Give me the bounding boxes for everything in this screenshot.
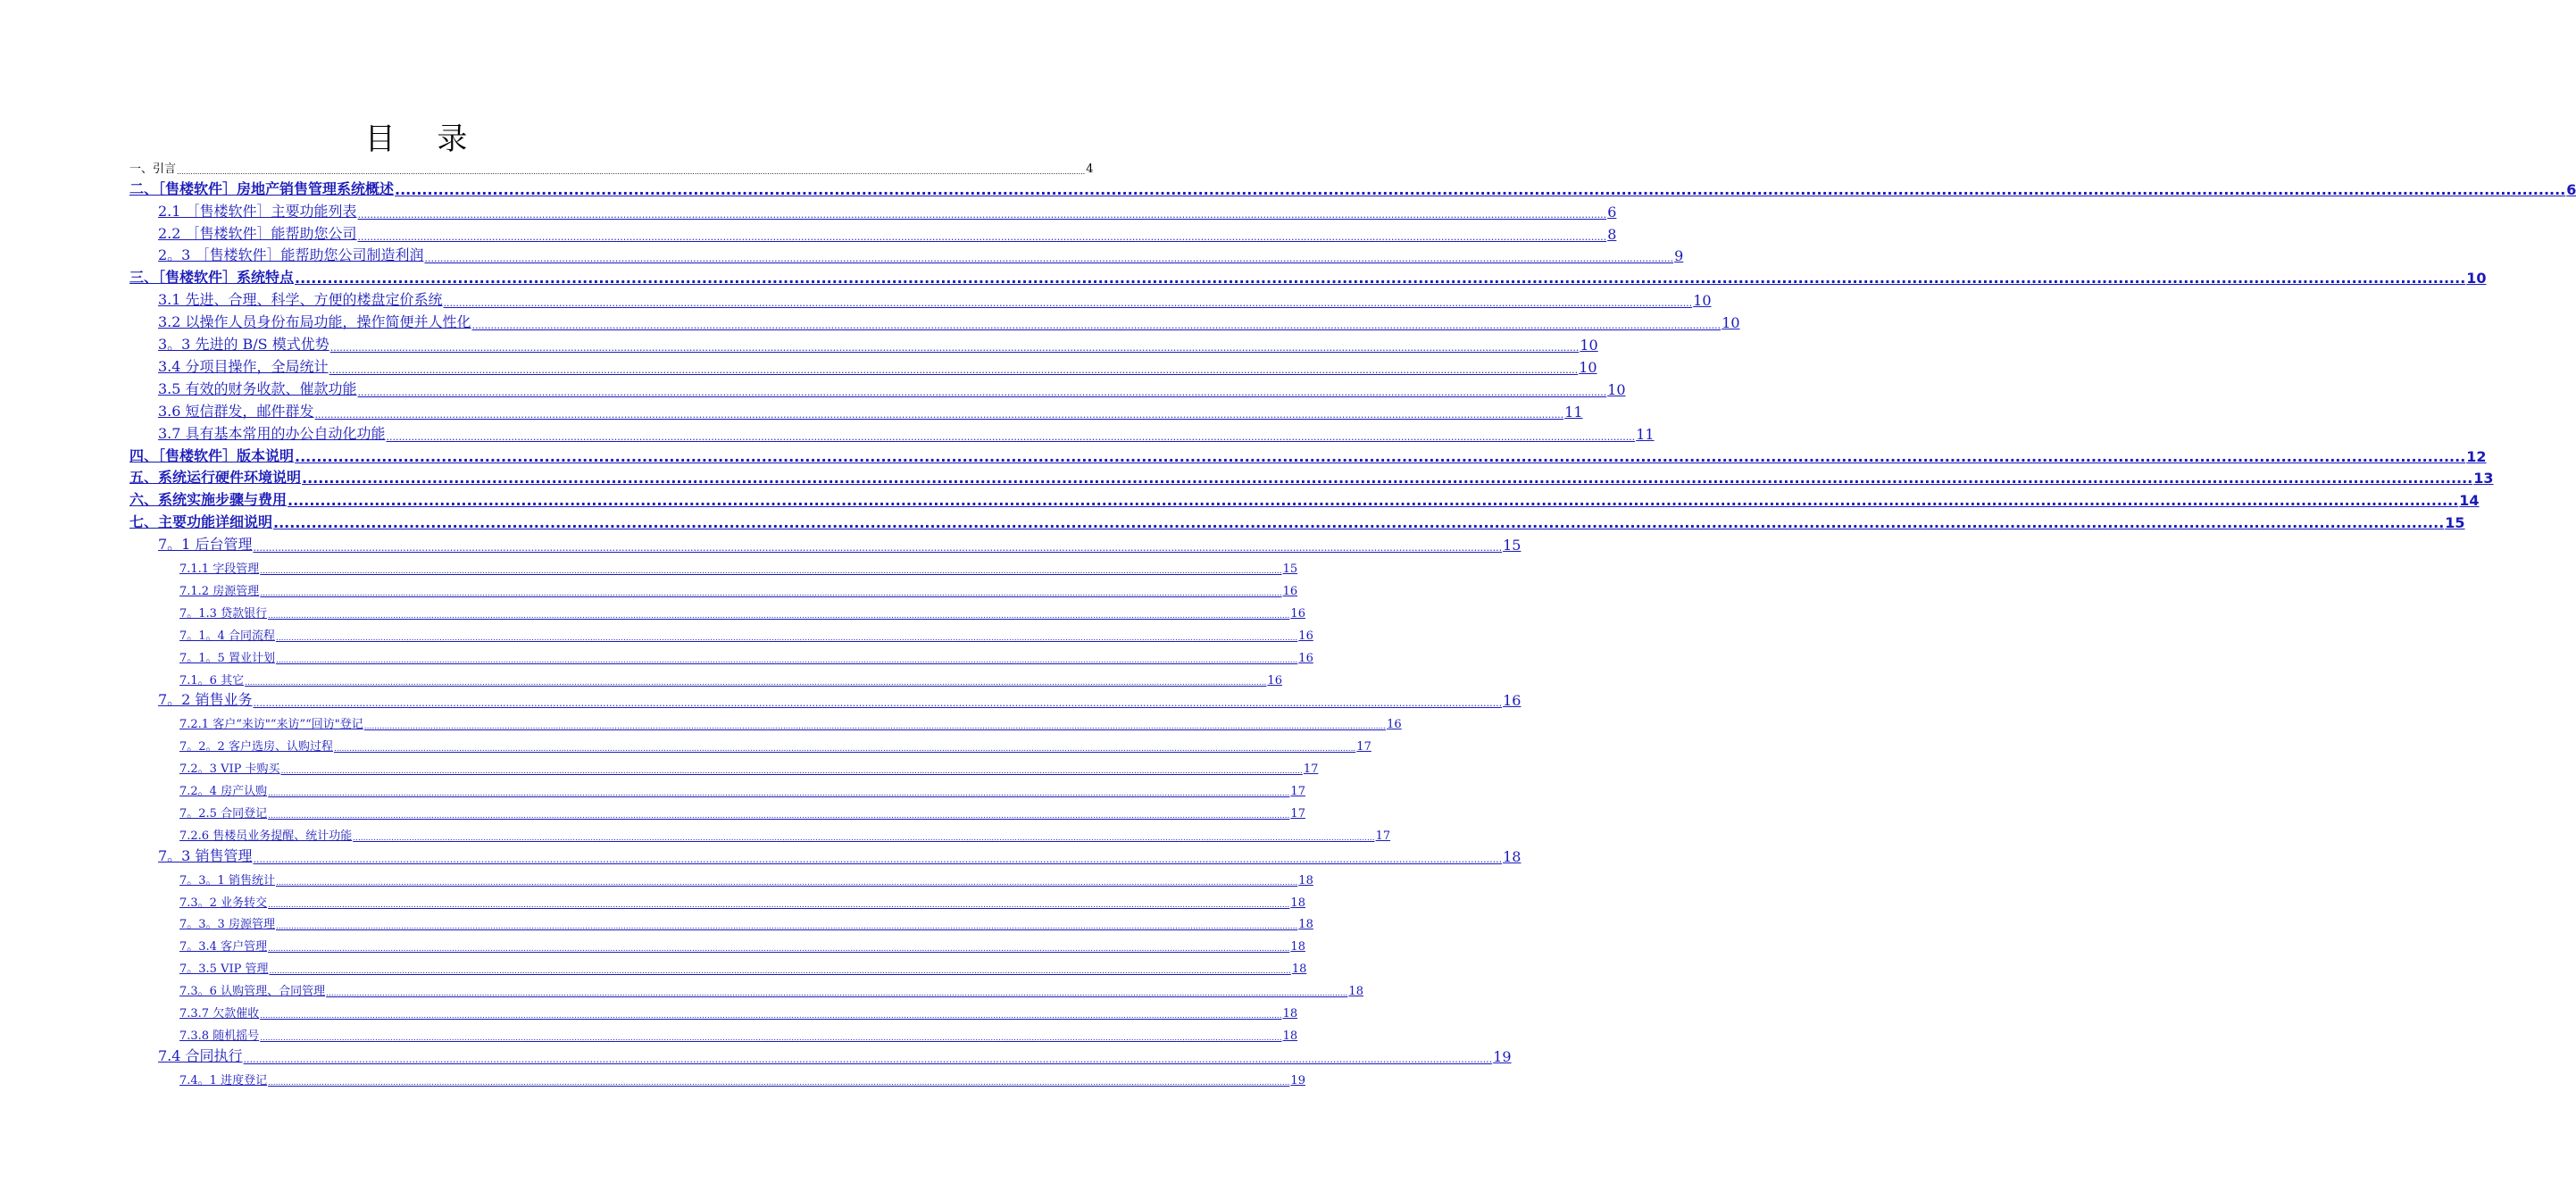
toc-entry[interactable] — [129, 488, 2480, 510]
toc-leader-dots: ................................................................................................................................................................................................................................................................................................................................................................................................................ — [269, 967, 1291, 977]
toc-leader-dots: ................................................................................................................................................................................................................................................................................................................................................................................................................ — [329, 363, 1579, 376]
toc-entry[interactable] — [179, 776, 1305, 799]
toc-entry[interactable] — [129, 509, 2465, 532]
toc-page-number: 18 — [1282, 1007, 1298, 1021]
toc-leader-dots: ................................................................................................................................................................................................................................................................................................................................................................................................................ — [177, 167, 1086, 176]
toc-page-number: 16 — [1298, 651, 1313, 665]
toc-entry[interactable] — [129, 465, 2494, 488]
toc-entry[interactable] — [179, 932, 1305, 954]
toc-entry[interactable] — [158, 309, 1740, 332]
toc-entry[interactable] — [158, 221, 1617, 243]
toc-entry-title: 7。3.5 VIP 管理 — [179, 962, 269, 977]
toc-page-number: 10 — [1722, 314, 1740, 332]
toc-leader-dots: ................................................................................................................................................................................................................................................................................................................................................................................................................ — [353, 833, 1375, 843]
toc-page-number: 18 — [1282, 1029, 1298, 1043]
toc-leader-dots: ................................................................................................................................................................................................................................................................................................................................................................................................................ — [424, 253, 1674, 265]
toc-entry-title: 7.3.7 欠款催收 — [179, 1007, 260, 1021]
toc-leader-dots: ................................................................................................................................................................................................................................................................................................................................................................................................................ — [275, 633, 1298, 643]
toc-entry-title: 7.2.6 售楼员业务提醒、统计功能 — [179, 829, 353, 843]
toc-entry[interactable] — [158, 198, 1617, 221]
toc-leader-dots: ................................................................................................................................................................................................................................................................................................................................................................................................................ — [268, 900, 1290, 910]
toc-entry-title: 7.3。6 认购管理、合同管理 — [179, 985, 326, 999]
toc-leader-dots: ................................................................................................................................................................................................................................................................................................................................................................................................................ — [386, 430, 1636, 443]
toc-leader-dots: ................................................................................................................................................................................................................................................................................................................................................................................................................ — [245, 678, 1267, 688]
toc-leader-dots: ................................................................................................................................................................................................................................................................................................................................................................................................................ — [275, 878, 1298, 888]
toc-leader-dots: ................................................................................................................................................................................................................................................................................................................................................................................................................ — [471, 320, 1722, 332]
toc-leader-dots: ................................................................................................................................................................................................................................................................................................................................................................................................................ — [333, 745, 1356, 754]
toc-entry-title: 二、［售楼软件］房地产销售管理系统概述 — [129, 179, 395, 197]
toc-entry-title: 三、［售楼软件］系统特点 — [129, 269, 295, 287]
toc-leader-dots: ................................................................................................................................................................................................................................................................................................................................................................................................................ — [280, 767, 1303, 777]
toc-entry-title: 7.1.2 房源管理 — [179, 584, 260, 598]
toc-entry[interactable] — [179, 998, 1298, 1021]
toc-page-number: 16 — [1503, 692, 1521, 710]
toc-entry[interactable] — [179, 576, 1298, 598]
toc-page-number: 17 — [1290, 785, 1305, 799]
toc-entry-title: 六、系统实施步骤与费用 — [129, 491, 288, 509]
toc-leader-dots: ................................................................................................................................................................................................................................................................................................................................................................................................................ — [288, 492, 2459, 510]
toc-leader-dots: ................................................................................................................................................................................................................................................................................................................................................................................................................ — [268, 945, 1290, 954]
toc-entry[interactable] — [179, 554, 1298, 577]
toc-entry-title: 7.2。3 VIP 卡购买 — [179, 762, 280, 777]
toc-entry-title: 7。3。1 销售统计 — [179, 873, 275, 888]
toc-page-number: 16 — [1298, 629, 1313, 643]
toc-entry[interactable] — [158, 376, 1626, 398]
toc-entry-title: 3.7 具有基本常用的办公自动化功能 — [158, 424, 386, 442]
toc-entry-title: 7.1。6 其它 — [179, 673, 245, 688]
toc-entry-title: 3.2 以操作人员身份布局功能，操作简便并人性化 — [158, 313, 471, 331]
toc-page-number: 10 — [1579, 358, 1597, 376]
toc-page-number: 19 — [1493, 1047, 1512, 1065]
toc-leader-dots: ................................................................................................................................................................................................................................................................................................................................................................................................................ — [253, 853, 1503, 865]
toc-entry-title: 7.2。4 房产认购 — [179, 785, 268, 799]
toc-entry-title: 7。2 销售业务 — [158, 691, 253, 709]
toc-page-number: 13 — [2473, 470, 2494, 488]
toc-entry[interactable] — [179, 1065, 1305, 1088]
toc-leader-dots: ................................................................................................................................................................................................................................................................................................................................................................................................................ — [253, 697, 1503, 710]
toc-page-number: 9 — [1674, 247, 1684, 265]
toc-leader-dots: ................................................................................................................................................................................................................................................................................................................................................................................................................ — [275, 655, 1298, 665]
toc-page-number: 18 — [1298, 918, 1313, 932]
toc-entry-title: 七、主要功能详细说明 — [129, 513, 273, 531]
toc-page-number: 17 — [1375, 829, 1391, 843]
toc-entry-title: 7.1.1 字段管理 — [179, 562, 260, 577]
toc-page-number: 11 — [1636, 425, 1655, 443]
toc-entry-title: 7。3 销售管理 — [158, 846, 253, 864]
toc-leader-dots: ................................................................................................................................................................................................................................................................................................................................................................................................................ — [357, 386, 1607, 398]
toc-page-number: 6 — [1607, 203, 1617, 221]
toc-page-number: 10 — [1607, 380, 1626, 398]
toc-page-number: 17 — [1290, 806, 1305, 821]
toc-entry[interactable] — [179, 865, 1313, 888]
toc-entry[interactable] — [179, 976, 1363, 999]
toc-page-number: 12 — [2466, 447, 2487, 465]
toc-entry-title: 2。3 ［售楼软件］能帮助您公司制造利润 — [158, 246, 424, 264]
toc-page-number: 6 — [2566, 180, 2576, 198]
toc-leader-dots: ................................................................................................................................................................................................................................................................................................................................................................................................................ — [357, 230, 1607, 243]
toc-page-number: 18 — [1503, 847, 1521, 865]
toc-entry-title: 7.3.8 随机摇号 — [179, 1029, 260, 1043]
toc-page-number: 17 — [1303, 762, 1319, 777]
toc-leader-dots: ................................................................................................................................................................................................................................................................................................................................................................................................................ — [302, 470, 2473, 488]
toc-entry[interactable] — [179, 888, 1305, 910]
toc-entry[interactable] — [179, 598, 1305, 621]
toc-entry[interactable] — [179, 621, 1313, 643]
toc-leader-dots: ................................................................................................................................................................................................................................................................................................................................................................................................................ — [260, 1033, 1282, 1043]
toc-page-number: 14 — [2459, 492, 2480, 510]
toc-entry[interactable] — [158, 1043, 1512, 1065]
toc-entry-title: 四、［售楼软件］版本说明 — [129, 446, 295, 464]
toc-entry[interactable] — [179, 710, 1402, 732]
toc-leader-dots: ................................................................................................................................................................................................................................................................................................................................................................................................................ — [260, 1012, 1282, 1021]
toc-entry-title: 2.1 ［售楼软件］主要功能列表 — [158, 202, 357, 220]
toc-page-number: 18 — [1291, 962, 1307, 977]
toc-page-number: 10 — [2466, 270, 2487, 288]
toc-leader-dots: ................................................................................................................................................................................................................................................................................................................................................................................................................ — [268, 1078, 1290, 1088]
toc-entry[interactable] — [158, 243, 1684, 265]
toc-entry-title: 3.1 先进、合理、科学、方便的楼盘定价系统 — [158, 291, 443, 309]
toc-page-number: 18 — [1298, 873, 1313, 888]
toc-page-number: 16 — [1387, 718, 1402, 732]
toc-entry[interactable] — [158, 398, 1583, 421]
toc-entry[interactable] — [179, 643, 1313, 665]
toc-leader-dots: ................................................................................................................................................................................................................................................................................................................................................................................................................ — [253, 542, 1503, 554]
toc-entry[interactable] — [129, 176, 2576, 198]
toc-leader-dots: ................................................................................................................................................................................................................................................................................................................................................................................................................ — [243, 1053, 1493, 1065]
toc-entry[interactable] — [158, 688, 1521, 710]
toc-leader-dots: ................................................................................................................................................................................................................................................................................................................................................................................................................ — [268, 611, 1290, 621]
toc-page-number: 16 — [1267, 673, 1282, 688]
toc-page-number: 4 — [1086, 162, 1094, 176]
toc-entry[interactable] — [129, 154, 1094, 176]
toc-entry[interactable] — [179, 1021, 1298, 1043]
toc-entry[interactable] — [158, 331, 1598, 354]
toc-leader-dots: ................................................................................................................................................................................................................................................................................................................................................................................................................ — [395, 180, 2566, 198]
toc-entry-title: 7。1。5 置业计划 — [179, 651, 275, 665]
toc-leader-dots: ................................................................................................................................................................................................................................................................................................................................................................................................................ — [357, 208, 1607, 221]
toc-leader-dots: ................................................................................................................................................................................................................................................................................................................................................................................................................ — [363, 722, 1387, 732]
toc-entry-title: 7.2.1 客户“来访"“来访”“回访"登记 — [179, 718, 363, 732]
toc-entry-title: 3。3 先进的 B/S 模式优势 — [158, 336, 329, 354]
toc-entry[interactable] — [158, 354, 1597, 376]
toc-page-number: 16 — [1290, 606, 1305, 621]
toc-entry[interactable] — [179, 731, 1371, 754]
toc-page-number: 15 — [1503, 537, 1521, 554]
toc-leader-dots: ................................................................................................................................................................................................................................................................................................................................................................................................................ — [260, 567, 1282, 577]
toc-entry[interactable] — [179, 665, 1282, 688]
toc-page-number: 19 — [1290, 1073, 1305, 1088]
toc-entry[interactable] — [179, 798, 1305, 821]
toc-leader-dots: ................................................................................................................................................................................................................................................................................................................................................................................................................ — [295, 270, 2466, 288]
document-title: 目 录 — [364, 121, 484, 157]
toc-entry-title: 3.4 分项目操作，全局统计 — [158, 357, 329, 375]
toc-entry-title: 7。3。3 房源管理 — [179, 918, 275, 932]
toc-page-number: 10 — [1693, 292, 1712, 310]
toc-entry[interactable] — [179, 954, 1307, 977]
toc-page-number: 8 — [1607, 225, 1617, 243]
toc-entry-title: 7。1.3 贷款银行 — [179, 606, 268, 621]
toc-entry-title: 一、引言 — [129, 162, 177, 176]
toc-entry[interactable] — [179, 910, 1313, 932]
toc-entry-title: 7。2.5 合同登记 — [179, 806, 268, 821]
toc-entry[interactable] — [158, 287, 1712, 310]
toc-page-number: 18 — [1290, 940, 1305, 954]
toc-page-number: 18 — [1290, 896, 1305, 910]
toc-entry[interactable] — [158, 421, 1655, 443]
toc-leader-dots: ................................................................................................................................................................................................................................................................................................................................................................................................................ — [295, 447, 2466, 465]
toc-leader-dots: ................................................................................................................................................................................................................................................................................................................................................................................................................ — [443, 297, 1693, 310]
toc-entry-title: 五、系统运行硬件环境说明 — [129, 469, 302, 487]
toc-entry[interactable] — [179, 821, 1391, 843]
toc-leader-dots: ................................................................................................................................................................................................................................................................................................................................................................................................................ — [268, 811, 1290, 821]
toc-leader-dots: ................................................................................................................................................................................................................................................................................................................................................................................................................ — [273, 514, 2445, 532]
toc-entry-title: 7。1 后台管理 — [158, 536, 253, 554]
toc-entry[interactable] — [158, 531, 1521, 554]
toc-entry-title: 7.4 合同执行 — [158, 1046, 243, 1064]
toc-entry-title: 7。2。2 客户选房、认购过程 — [179, 740, 333, 754]
toc-leader-dots: ................................................................................................................................................................................................................................................................................................................................................................................................................ — [329, 342, 1580, 354]
toc-entry-title: 2.2 ［售楼软件］能帮助您公司 — [158, 224, 357, 242]
toc-entry-title: 3.6 短信群发，邮件群发 — [158, 402, 314, 420]
toc-entry-title: 7。1。4 合同流程 — [179, 629, 275, 643]
toc-leader-dots: ................................................................................................................................................................................................................................................................................................................................................................................................................ — [314, 408, 1564, 421]
toc-page-number: 15 — [2445, 514, 2465, 532]
toc-entry[interactable] — [129, 443, 2487, 465]
toc-entry[interactable] — [179, 754, 1319, 777]
toc-page-number: 18 — [1348, 985, 1363, 999]
toc-leader-dots: ................................................................................................................................................................................................................................................................................................................................................................................................................ — [268, 789, 1290, 799]
toc-entry-title: 7。3.4 客户管理 — [179, 940, 268, 954]
toc-entry[interactable] — [158, 843, 1521, 865]
toc-entry-title: 7.3。2 业务转交 — [179, 896, 268, 910]
toc-leader-dots: ................................................................................................................................................................................................................................................................................................................................................................................................................ — [260, 588, 1282, 598]
toc-page-number: 16 — [1282, 584, 1298, 598]
toc-page-number: 11 — [1564, 403, 1583, 421]
toc-page-number: 10 — [1580, 337, 1598, 354]
toc-entry-title: 7.4。1 进度登记 — [179, 1073, 268, 1088]
toc-leader-dots: ................................................................................................................................................................................................................................................................................................................................................................................................................ — [275, 922, 1298, 932]
toc-entry-title: 3.5 有效的财务收款、催款功能 — [158, 379, 357, 397]
toc-leader-dots: ................................................................................................................................................................................................................................................................................................................................................................................................................ — [326, 989, 1348, 999]
toc-entry[interactable] — [129, 265, 2487, 288]
toc-page-number: 17 — [1356, 740, 1371, 754]
toc-page-number: 15 — [1282, 562, 1298, 577]
